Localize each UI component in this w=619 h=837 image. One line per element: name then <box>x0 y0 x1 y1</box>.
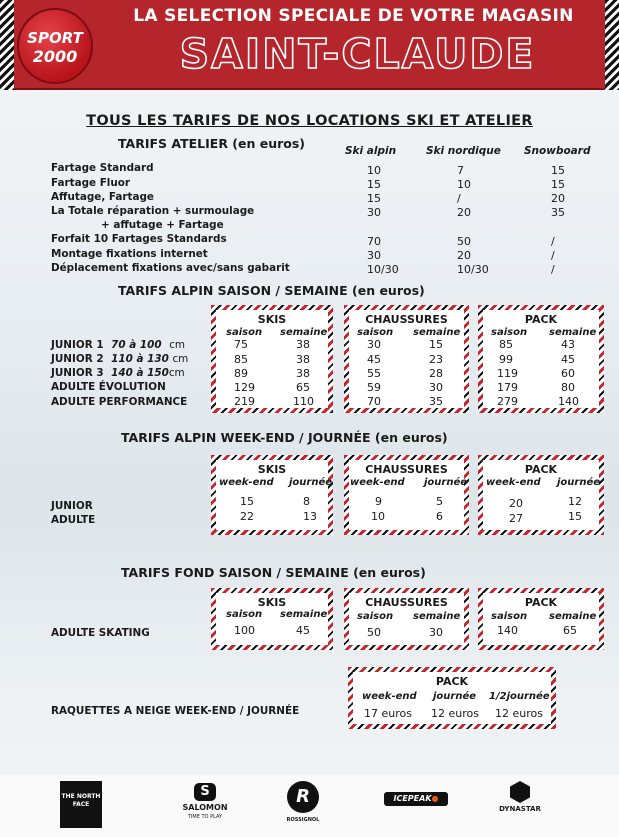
atelier-row-label: Fartage Standard <box>51 162 154 174</box>
atelier-value: 30 <box>367 249 381 262</box>
atelier-value: 50 <box>457 235 471 248</box>
salomon-logo <box>175 783 235 820</box>
col-head: semaine <box>280 327 328 338</box>
atelier-value: / <box>457 192 461 205</box>
price: 85 <box>499 338 513 351</box>
atelier-value: 15 <box>367 178 381 191</box>
price: 5 <box>436 495 443 508</box>
price: 75 <box>234 338 248 351</box>
col-head: journée <box>289 477 333 488</box>
store-name: SAINT-CLAUDE <box>179 30 536 78</box>
price: 60 <box>561 367 575 380</box>
price: 59 <box>367 381 381 394</box>
col-ski-nordique: Ski nordique <box>426 145 501 157</box>
atelier-row-label: Déplacement fixations avec/sans gabarit <box>51 262 290 274</box>
price: 219 <box>234 395 255 408</box>
atelier-value: 15 <box>551 178 565 191</box>
box-title: SKIS <box>257 463 287 476</box>
price: 13 <box>303 510 317 523</box>
price: 38 <box>296 353 310 366</box>
price: 85 <box>234 353 248 366</box>
main-title: TOUS LES TARIFS DE NOS LOCATIONS SKI ET ATELIER <box>86 113 533 129</box>
alpin-weekend-title: TARIFS ALPIN WEEK-END / JOURNÉE (en euros) <box>121 430 448 445</box>
price: 12 euros <box>431 707 479 720</box>
price: 10 <box>371 510 385 523</box>
price: 20 <box>509 497 523 510</box>
price: 129 <box>234 381 255 394</box>
col-head: semaine <box>549 611 597 622</box>
col-head: semaine <box>413 611 461 622</box>
box-title: PACK <box>524 463 558 476</box>
price: 89 <box>234 367 248 380</box>
header-banner <box>0 0 619 90</box>
price: 15 <box>240 495 254 508</box>
price: 179 <box>497 381 518 394</box>
box-title: PACK <box>524 313 558 326</box>
atelier-value: 70 <box>367 235 381 248</box>
alpin-row-label: ADULTE ÉVOLUTION <box>51 381 166 393</box>
box-title: SKIS <box>257 313 287 326</box>
price: 70 <box>367 395 381 408</box>
price: 15 <box>429 338 443 351</box>
alpin-row-label: JUNIOR 1 70 à 100 cm <box>51 339 186 351</box>
price: 30 <box>429 381 443 394</box>
brand-name: ROSSIGNOL <box>286 817 320 823</box>
price: 140 <box>497 624 518 637</box>
price: 65 <box>563 624 577 637</box>
box-chaussures-weekend <box>344 455 469 535</box>
price: 65 <box>296 381 310 394</box>
atelier-value: 10 <box>457 178 471 191</box>
col-head: saison <box>491 611 528 622</box>
box-title: CHAUSSURES <box>365 596 448 609</box>
atelier-value: 15 <box>551 164 565 177</box>
brand-name: THE NORTH FACE <box>61 793 101 808</box>
col-head: saison <box>491 327 528 338</box>
atelier-value: / <box>551 249 555 262</box>
price: 28 <box>429 367 443 380</box>
price: 110 <box>293 395 314 408</box>
box-skis-saison <box>211 305 333 413</box>
rossignol-logo <box>278 781 328 823</box>
atelier-row-label: Fartage Fluor <box>51 177 131 189</box>
box-pack-saison <box>478 305 604 413</box>
header-stripe-right <box>605 0 619 90</box>
box-title: CHAUSSURES <box>365 463 448 476</box>
price: 15 <box>568 510 582 523</box>
col-head: 1/2journée <box>489 691 550 702</box>
weekend-row-label: JUNIOR <box>51 500 93 512</box>
col-snowboard: Snowboard <box>524 145 591 157</box>
box-title: SKIS <box>257 596 287 609</box>
box-chaussures-fond <box>344 588 469 650</box>
atelier-row-label: Montage fixations internet <box>51 248 208 260</box>
brand-name: ICEPEAK <box>393 794 432 803</box>
price: 45 <box>367 353 381 366</box>
box-skis-fond <box>211 588 333 650</box>
price: 23 <box>429 353 443 366</box>
atelier-row-label2: + affutage + Fartage <box>101 219 224 231</box>
atelier-value: 7 <box>457 164 464 177</box>
col-head: journée <box>557 477 601 488</box>
col-head: semaine <box>280 609 328 620</box>
fond-row-label: ADULTE SKATING <box>51 627 150 639</box>
price: 9 <box>375 495 382 508</box>
box-title: PACK <box>524 596 558 609</box>
price: 22 <box>240 510 254 523</box>
price: 43 <box>561 338 575 351</box>
brand-name: SALOMON <box>182 803 228 812</box>
price: 140 <box>558 395 579 408</box>
col-head: saison <box>226 327 263 338</box>
col-head: week-end <box>486 477 541 488</box>
col-head: saison <box>357 611 394 622</box>
col-head: semaine <box>549 327 597 338</box>
price: 12 euros <box>495 707 543 720</box>
brand-name: DYNASTAR <box>499 805 541 813</box>
atelier-value: 10 <box>367 164 381 177</box>
atelier-row-label: Forfait 10 Fartages Standards <box>51 233 227 245</box>
logo-line1: SPORT <box>27 29 83 47</box>
box-title: PACK <box>435 675 469 688</box>
atelier-value: / <box>551 263 555 276</box>
price: 100 <box>234 624 255 637</box>
alpin-row-label: ADULTE PERFORMANCE <box>51 396 188 408</box>
atelier-value: 35 <box>551 206 565 219</box>
dynastar-logo <box>490 781 550 813</box>
col-head: week-end <box>362 691 417 702</box>
atelier-value: / <box>551 235 555 248</box>
icepeak-logo: ICEPEAK● <box>384 792 448 806</box>
box-pack-raquettes <box>348 667 556 729</box>
atelier-row-label: Affutage, Fartage <box>51 191 154 203</box>
atelier-value: 20 <box>457 206 471 219</box>
col-head: semaine <box>413 327 461 338</box>
atelier-title: TARIFS ATELIER (en euros) <box>118 136 306 151</box>
price: 50 <box>367 626 381 639</box>
price: 17 euros <box>364 707 412 720</box>
col-head: week-end <box>350 477 405 488</box>
price: 30 <box>367 338 381 351</box>
atelier-value: 20 <box>551 192 565 205</box>
sport2000-logo <box>17 8 93 84</box>
price: 38 <box>296 367 310 380</box>
raquettes-label: RAQUETTES A NEIGE WEEK-END / JOURNÉE <box>51 705 300 717</box>
box-chaussures-saison <box>344 305 469 413</box>
col-head: journée <box>433 691 477 702</box>
price: 8 <box>303 495 310 508</box>
brands-bar <box>0 775 619 837</box>
dynastar-icon <box>510 781 530 803</box>
price: 99 <box>499 353 513 366</box>
price: 30 <box>429 626 443 639</box>
alpin-saison-title: TARIFS ALPIN SAISON / SEMAINE (en euros) <box>118 283 425 298</box>
weekend-row-label: ADULTE <box>51 514 96 526</box>
price: 35 <box>429 395 443 408</box>
price: 45 <box>296 624 310 637</box>
col-head: saison <box>357 327 394 338</box>
col-head: week-end <box>219 477 274 488</box>
logo-line2: 2000 <box>32 47 78 66</box>
header-subtitle: LA SELECTION SPECIALE DE VOTRE MAGASIN <box>133 6 574 26</box>
price: 55 <box>367 367 381 380</box>
atelier-row-label: La Totale réparation + surmoulage <box>51 205 255 217</box>
price: 80 <box>561 381 575 394</box>
fond-title: TARIFS FOND SAISON / SEMAINE (en euros) <box>121 565 426 580</box>
northface-logo <box>60 781 102 828</box>
atelier-value: 30 <box>367 206 381 219</box>
col-ski-alpin: Ski alpin <box>345 145 397 157</box>
atelier-value: 20 <box>457 249 471 262</box>
salomon-icon: S <box>194 783 216 801</box>
alpin-row-label: JUNIOR 2 110 à 130 cm <box>51 353 189 365</box>
price: 279 <box>497 395 518 408</box>
price: 45 <box>561 353 575 366</box>
atelier-value: 10/30 <box>367 263 399 276</box>
price: 12 <box>568 495 582 508</box>
price: 119 <box>497 367 518 380</box>
rossignol-icon: R <box>287 781 319 813</box>
col-head: saison <box>226 609 263 620</box>
box-pack-weekend <box>478 455 604 535</box>
col-head: journée <box>424 477 468 488</box>
brand-sub: TIME TO PLAY <box>187 814 223 820</box>
box-title: CHAUSSURES <box>365 313 448 326</box>
box-skis-weekend <box>211 455 333 535</box>
atelier-value: 10/30 <box>457 263 489 276</box>
price: 6 <box>436 510 443 523</box>
atelier-value: 15 <box>367 192 381 205</box>
header-stripe-left <box>0 0 14 90</box>
alpin-row-label: JUNIOR 3 140 à 150cm <box>51 367 185 379</box>
price: 27 <box>509 512 523 525</box>
price: 38 <box>296 338 310 351</box>
box-pack-fond <box>478 588 604 650</box>
